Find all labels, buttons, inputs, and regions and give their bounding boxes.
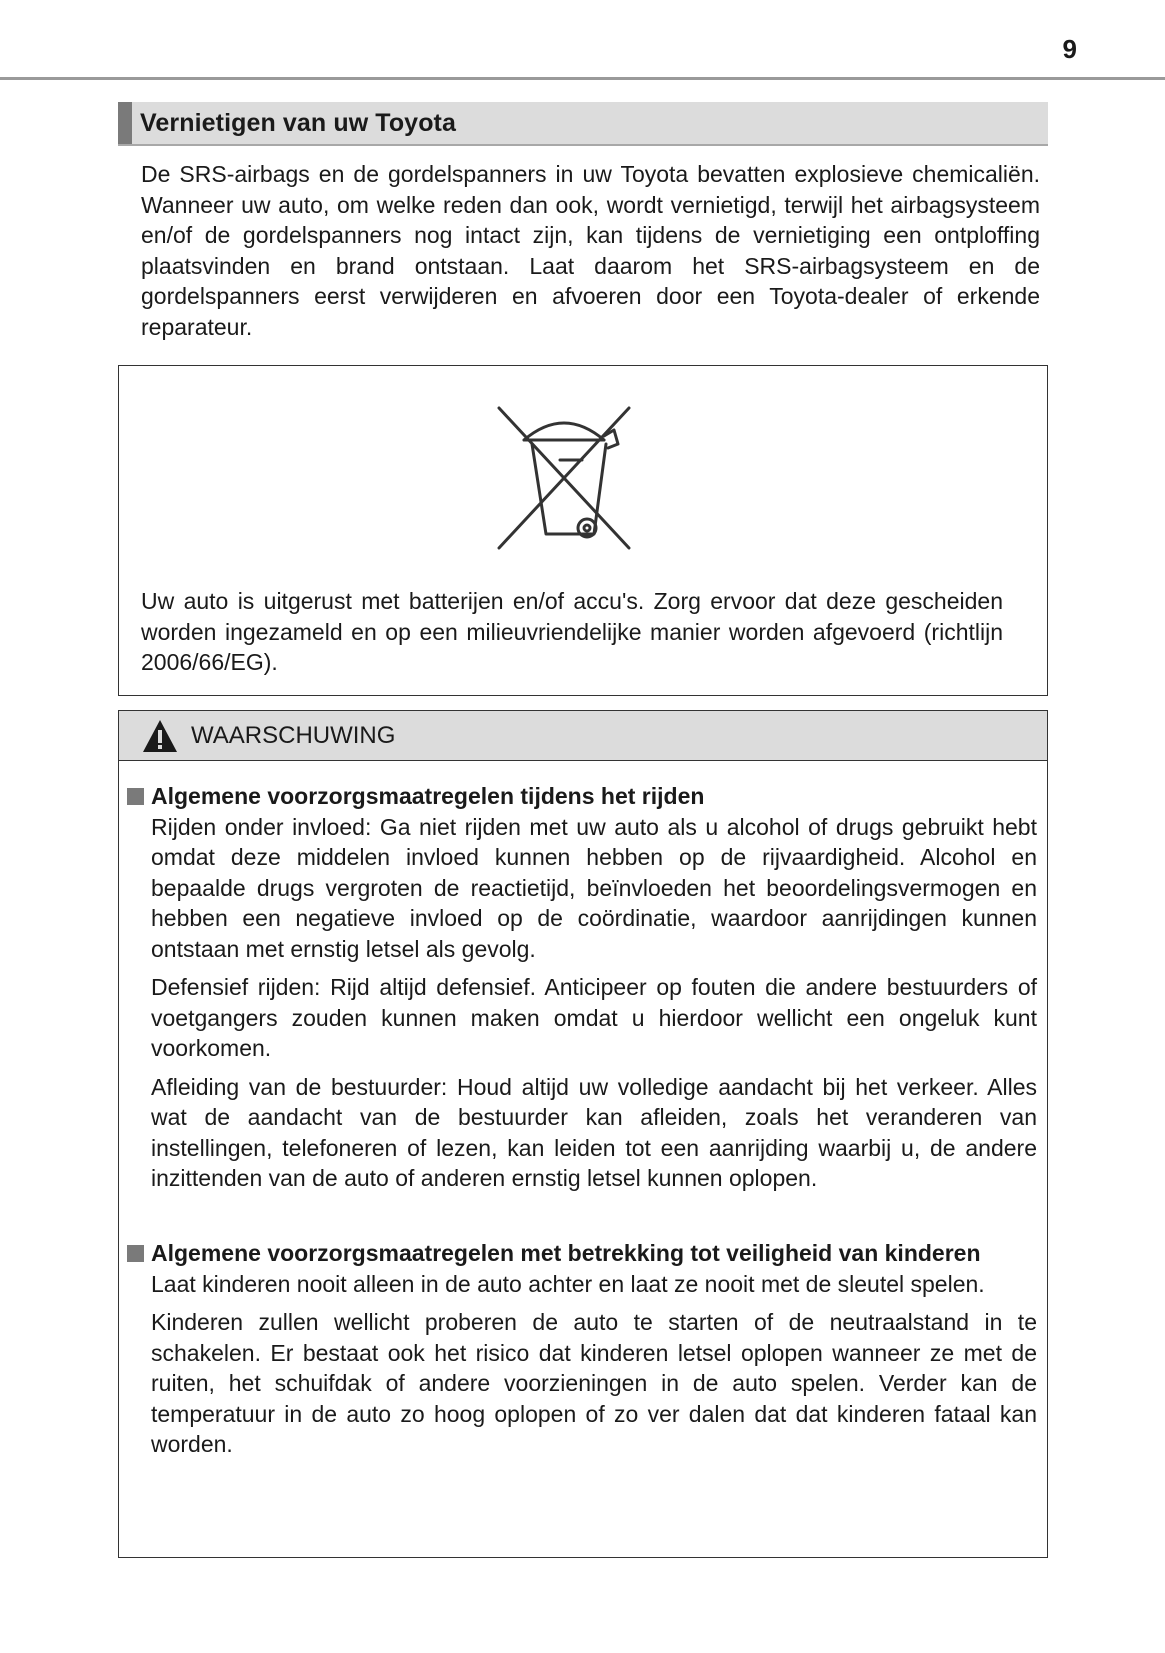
paragraph-defensive-driving: Defensief rijden: Rijd altijd defensief. Anticipeer op fouten die andere bestuurders of voetgangers zouden kunnen maken omdat u hierdoor wellicht een ongeluk kunt voorkomen. bbox=[151, 974, 1037, 1061]
bullet-square-icon bbox=[127, 788, 144, 805]
section-heading-bar bbox=[118, 102, 132, 144]
subsection-title-text: Algemene voorzorgsmaatregelen met betrekking tot veiligheid van kinderen bbox=[151, 1240, 981, 1266]
subsection-title bbox=[127, 781, 1037, 812]
paragraph-driving-influence: Rijden onder invloed: Ga niet rijden met uw auto als u alcohol of drugs gebruikt hebt omdat deze middelen invloed kunnen hebben op de rijvaardigheid. Alcohol en bepaalde drugs vergroten de reactietijd, beïnvloeden het beoordelingsvermogen en hebben een negatieve invloed op de coördinatie, waardoor aanrijdingen kunnen ontstaan met ernstig letsel als gevolg. bbox=[151, 813, 1037, 962]
warning-label: WAARSCHUWING bbox=[191, 722, 396, 749]
paragraph-driver-distraction: Afleiding van de bestuurder: Houd altijd uw volledige aandacht bij het verkeer. Alles wat de aandacht van de bestuurder kan afleiden, zoals het veranderen van instellingen, telefoneren of lezen, kan leiden tot een aanrijding waarbij u, de andere inzittenden van de auto of anderen ernstig letsel kunnen oplopen. bbox=[151, 1073, 1037, 1191]
bullet-square-icon bbox=[127, 1245, 144, 1262]
paragraph-children-alone: Laat kinderen nooit alleen in de auto achter en laat ze nooit met de sleutel spelen. bbox=[151, 1270, 985, 1297]
subsection-driving bbox=[127, 781, 1037, 1202]
top-rule bbox=[0, 77, 1165, 80]
subsection-title-text: Algemene voorzorgsmaatregelen tijdens het rijden bbox=[151, 783, 705, 809]
page-number: 9 bbox=[1062, 34, 1077, 64]
subsection-title bbox=[127, 1238, 1037, 1269]
section-heading bbox=[118, 102, 1048, 146]
battery-notice-text: Uw auto is uitgerust met batterijen en/of accu's. Zorg ervoor dat deze gescheiden worden ingezameld en op een milieuvriendelijke manier worden afgevoerd (richtlijn 2006/66/EG). bbox=[141, 588, 1003, 675]
crossed-out-wheelie-bin-icon bbox=[454, 378, 674, 574]
section-title: Vernietigen van uw Toyota bbox=[140, 109, 456, 137]
recycle-notice-box bbox=[118, 365, 1048, 696]
warning-box bbox=[118, 710, 1048, 1558]
warning-header bbox=[119, 711, 1047, 761]
subsection-children bbox=[127, 1238, 1037, 1468]
intro-paragraph: De SRS-airbags en de gordelspanners in uw Toyota bevatten explosieve chemicaliën. Wanneer uw auto, om welke reden dan ook, wordt vernietigd, terwijl het airbagsysteem en/of de gordelspanners nog intact zijn, kan tijdens de vernietiging een ontploffing plaatsvinden en brand ontstaan. Laat daarom het SRS-airbagsysteem en de gordelspanners eerst verwijderen en afvoeren door een Toyota-dealer of erkende reparateur. bbox=[141, 161, 1040, 340]
warning-triangle-icon bbox=[141, 718, 179, 754]
paragraph-children-risks: Kinderen zullen wellicht proberen de auto te starten of de neutraalstand in te schakelen. Er bestaat ook het risico dat kinderen letsel oplopen wanneer ze met de ruiten, het schuifdak of andere voorzieningen in de auto spelen. Verder kan de temperatuur in de auto zo hoog oplopen of zo ver dalen dat dat kinderen fataal kan worden. bbox=[151, 1309, 1037, 1457]
